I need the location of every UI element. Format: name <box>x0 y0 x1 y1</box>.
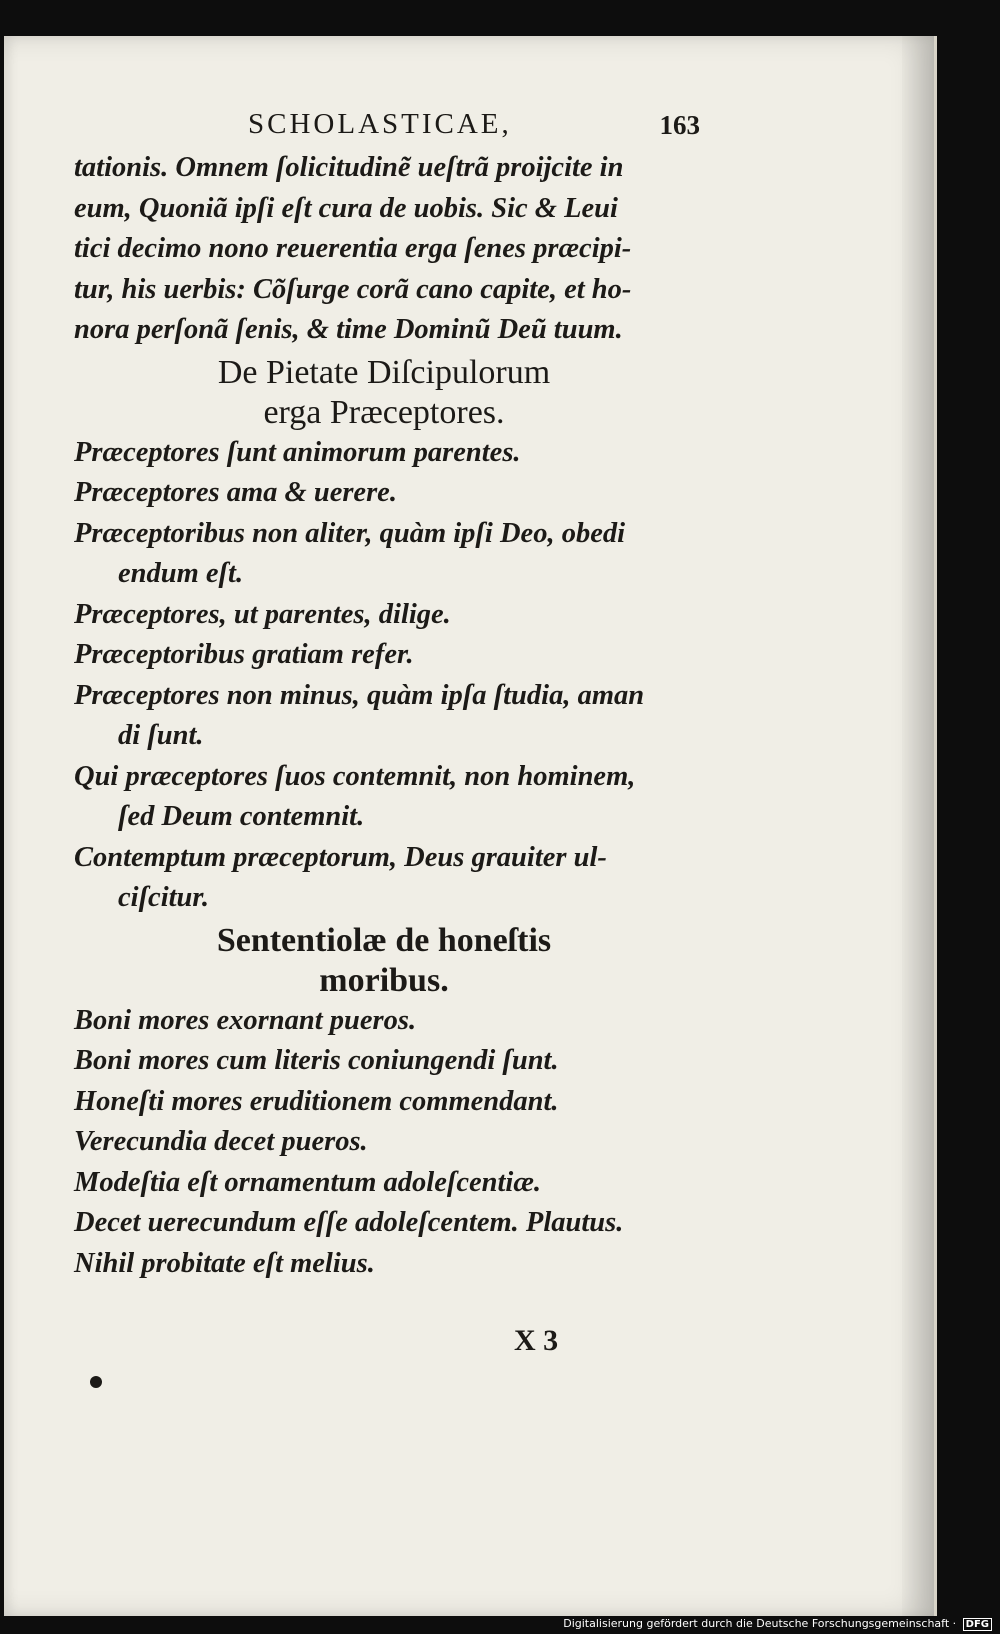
maxim-line: Nihil probitate eſt melius. <box>74 1247 375 1279</box>
signature-mark: X 3 <box>514 1324 559 1357</box>
maxim-line: Præceptoribus gratiam refer. <box>74 639 414 670</box>
text-block <box>74 108 700 1284</box>
text-line: tationis. Omnem ſolicitudinẽ ueſtrã proijcite in <box>74 152 624 183</box>
maxim-line: Contemptum præceptorum, Deus grauiter ul- <box>74 841 607 873</box>
dfg-logo: DFG <box>963 1618 992 1631</box>
text-line: tur, his uerbis: Cõſurge corã cano capite, et ho- <box>74 273 632 305</box>
maxim-line: ſed Deum contemnit. <box>118 801 365 832</box>
page-number: 163 <box>659 110 700 140</box>
text-line: nora perſonã ſenis, & time Dominũ Deũ tuum. <box>74 314 623 345</box>
maxim-line: Præceptores non minus, quàm ipſa ſtudia, aman <box>74 679 645 711</box>
maxim-line: endum eſt. <box>118 558 244 589</box>
maxim-line: Decet uerecundum eſſe adoleſcentem. Plautus. <box>74 1207 624 1238</box>
running-title: SCHOLASTICAE, <box>248 108 512 140</box>
section-heading-line: De Pietate Diſcipulorum <box>217 353 551 391</box>
maxim-line: Honeſti mores eruditionem commendant. <box>74 1085 559 1117</box>
text-line: tici decimo nono reuerentia erga ſenes præcipi- <box>74 233 632 264</box>
text-line: eum, Quoniã ipſi eſt cura de uobis. Sic & Leui <box>74 192 618 224</box>
section-heading-line: moribus. <box>319 961 449 999</box>
section-heading-line: Sententiolæ de honeſtis <box>216 921 552 959</box>
maxim-line: Verecundia decet pueros. <box>74 1126 368 1157</box>
maxim-line: Præceptores ama & uerere. <box>74 477 397 508</box>
credit-text: Digitalisierung gefördert durch die Deutsche Forschungsgemeinschaft · <box>563 1617 957 1630</box>
paragraph-continuation <box>74 148 694 351</box>
maxim-line: di ſunt. <box>118 720 204 751</box>
maxim-line: Præceptores, ut parentes, dilige. <box>74 598 451 630</box>
book-page <box>4 36 937 1616</box>
section-pietate <box>74 433 694 919</box>
maxim-line: ciſcitur. <box>118 882 210 913</box>
maxim-line: Præceptores ſunt animorum parentes. <box>74 436 521 468</box>
ink-dot <box>90 1376 102 1388</box>
maxim-line: Boni mores cum literis coniungendi ſunt. <box>74 1045 559 1076</box>
maxim-line: Qui præceptores ſuos contemnit, non hominem, <box>74 760 636 792</box>
section-heading-line: erga Præceptores. <box>263 393 505 431</box>
maxim-line: Præceptoribus non aliter, quàm ipſi Deo, obedi <box>74 517 626 549</box>
maxim-line: Boni mores exornant pueros. <box>74 1004 417 1036</box>
running-head <box>74 108 700 148</box>
section-moribus <box>74 1001 694 1285</box>
maxim-line: Modeſtia eſt ornamentum adoleſcentiæ. <box>74 1166 542 1198</box>
digitization-credit <box>563 1617 992 1631</box>
